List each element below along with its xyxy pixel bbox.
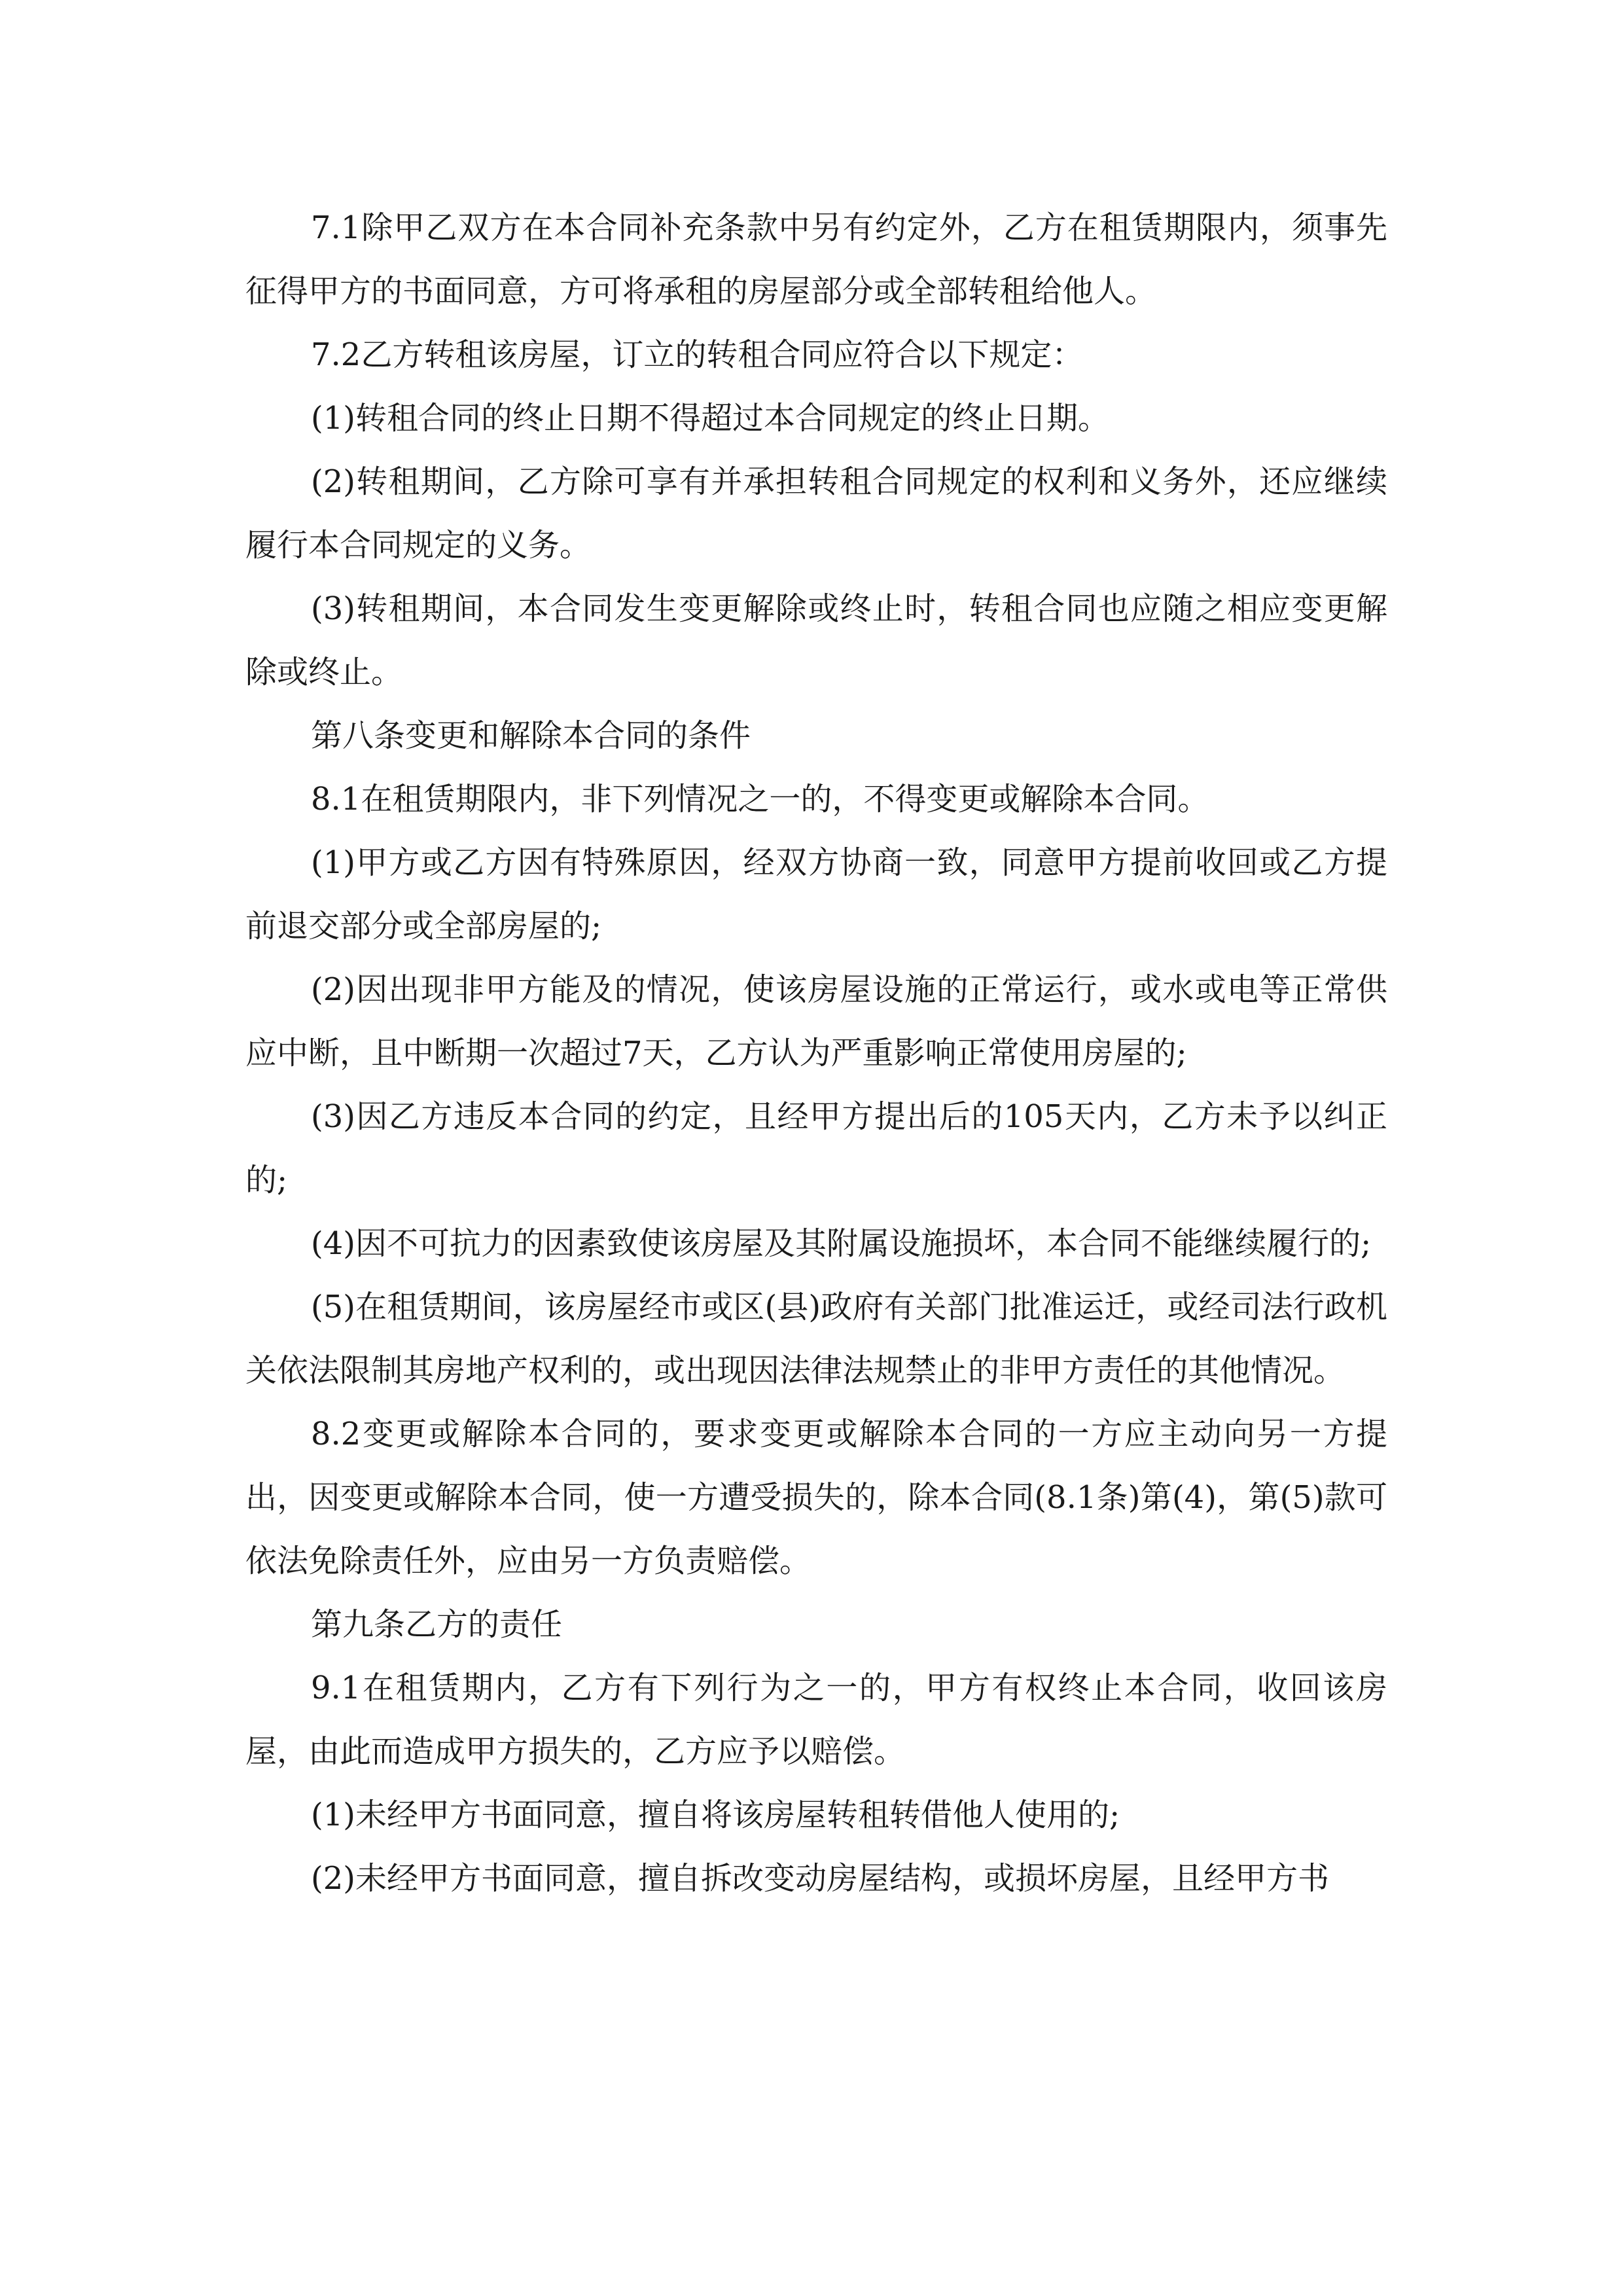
clause-7-2-item-3: (3)转租期间，本合同发生变更解除或终止时，转租合同也应随之相应变更解除或终止。 [245, 590, 1387, 691]
clause-8-1: 8.1在租赁期限内，非下列情况之一的，不得变更或解除本合同。 [311, 781, 1209, 817]
clause-9-1-item-2: (2)未经甲方书面同意，擅自拆改变动房屋结构，或损坏房屋，且经甲方书 [311, 1860, 1329, 1897]
article-9-heading: 第九条乙方的责任 [311, 1606, 563, 1643]
clause-7-1: 7.1除甲乙双方在本合同补充条款中另有约定外，乙方在租赁期限内，须事先征得甲方的书面同意，方可将承租的房屋部分或全部转租给他人。 [245, 209, 1387, 310]
article-8-heading: 第八条变更和解除本合同的条件 [311, 717, 751, 754]
clause-7-2-item-1: (1)转租合同的终止日期不得超过本合同规定的终止日期。 [311, 400, 1109, 437]
clause-8-1-item-4: (4)因不可抗力的因素致使该房屋及其附属设施损坏，本合同不能继续履行的; [311, 1225, 1372, 1262]
clause-9-1-item-1: (1)未经甲方书面同意，擅自将该房屋转租转借他人使用的; [311, 1797, 1120, 1833]
clause-7-2: 7.2乙方转租该房屋，订立的转租合同应符合以下规定： [311, 336, 1084, 373]
clause-9-1: 9.1在租赁期内，乙方有下列行为之一的，甲方有权终止本合同，收回该房屋，由此而造成甲方损失的，乙方应予以赔偿。 [245, 1670, 1387, 1770]
document-body [245, 196, 1387, 1910]
clause-8-2: 8.2变更或解除本合同的，要求变更或解除本合同的一方应主动向另一方提出，因变更或解除本合同，使一方遭受损失的，除本合同(8.1条)第(4)，第(5)款可依法免除责任外，应由另一方负责赔偿。 [245, 1416, 1387, 1579]
clause-8-1-item-2: (2)因出现非甲方能及的情况，使该房屋设施的正常运行，或水或电等正常供应中断，且中断期一次超过7天，乙方认为严重影响正常使用房屋的; [245, 971, 1387, 1071]
clause-8-1-item-5: (5)在租赁期间，该房屋经市或区(县)政府有关部门批准运迁，或经司法行政机关依法限制其房地产权利的，或出现因法律法规禁止的非甲方责任的其他情况。 [245, 1289, 1387, 1389]
clause-8-1-item-3: (3)因乙方违反本合同的约定，且经甲方提出后的105天内，乙方未予以纠正的; [245, 1098, 1387, 1198]
clause-8-1-item-1: (1)甲方或乙方因有特殊原因，经双方协商一致，同意甲方提前收回或乙方提前退交部分或全部房屋的; [245, 844, 1387, 944]
clause-7-2-item-2: (2)转租期间，乙方除可享有并承担转租合同规定的权利和义务外，还应继续履行本合同规定的义务。 [245, 463, 1387, 564]
